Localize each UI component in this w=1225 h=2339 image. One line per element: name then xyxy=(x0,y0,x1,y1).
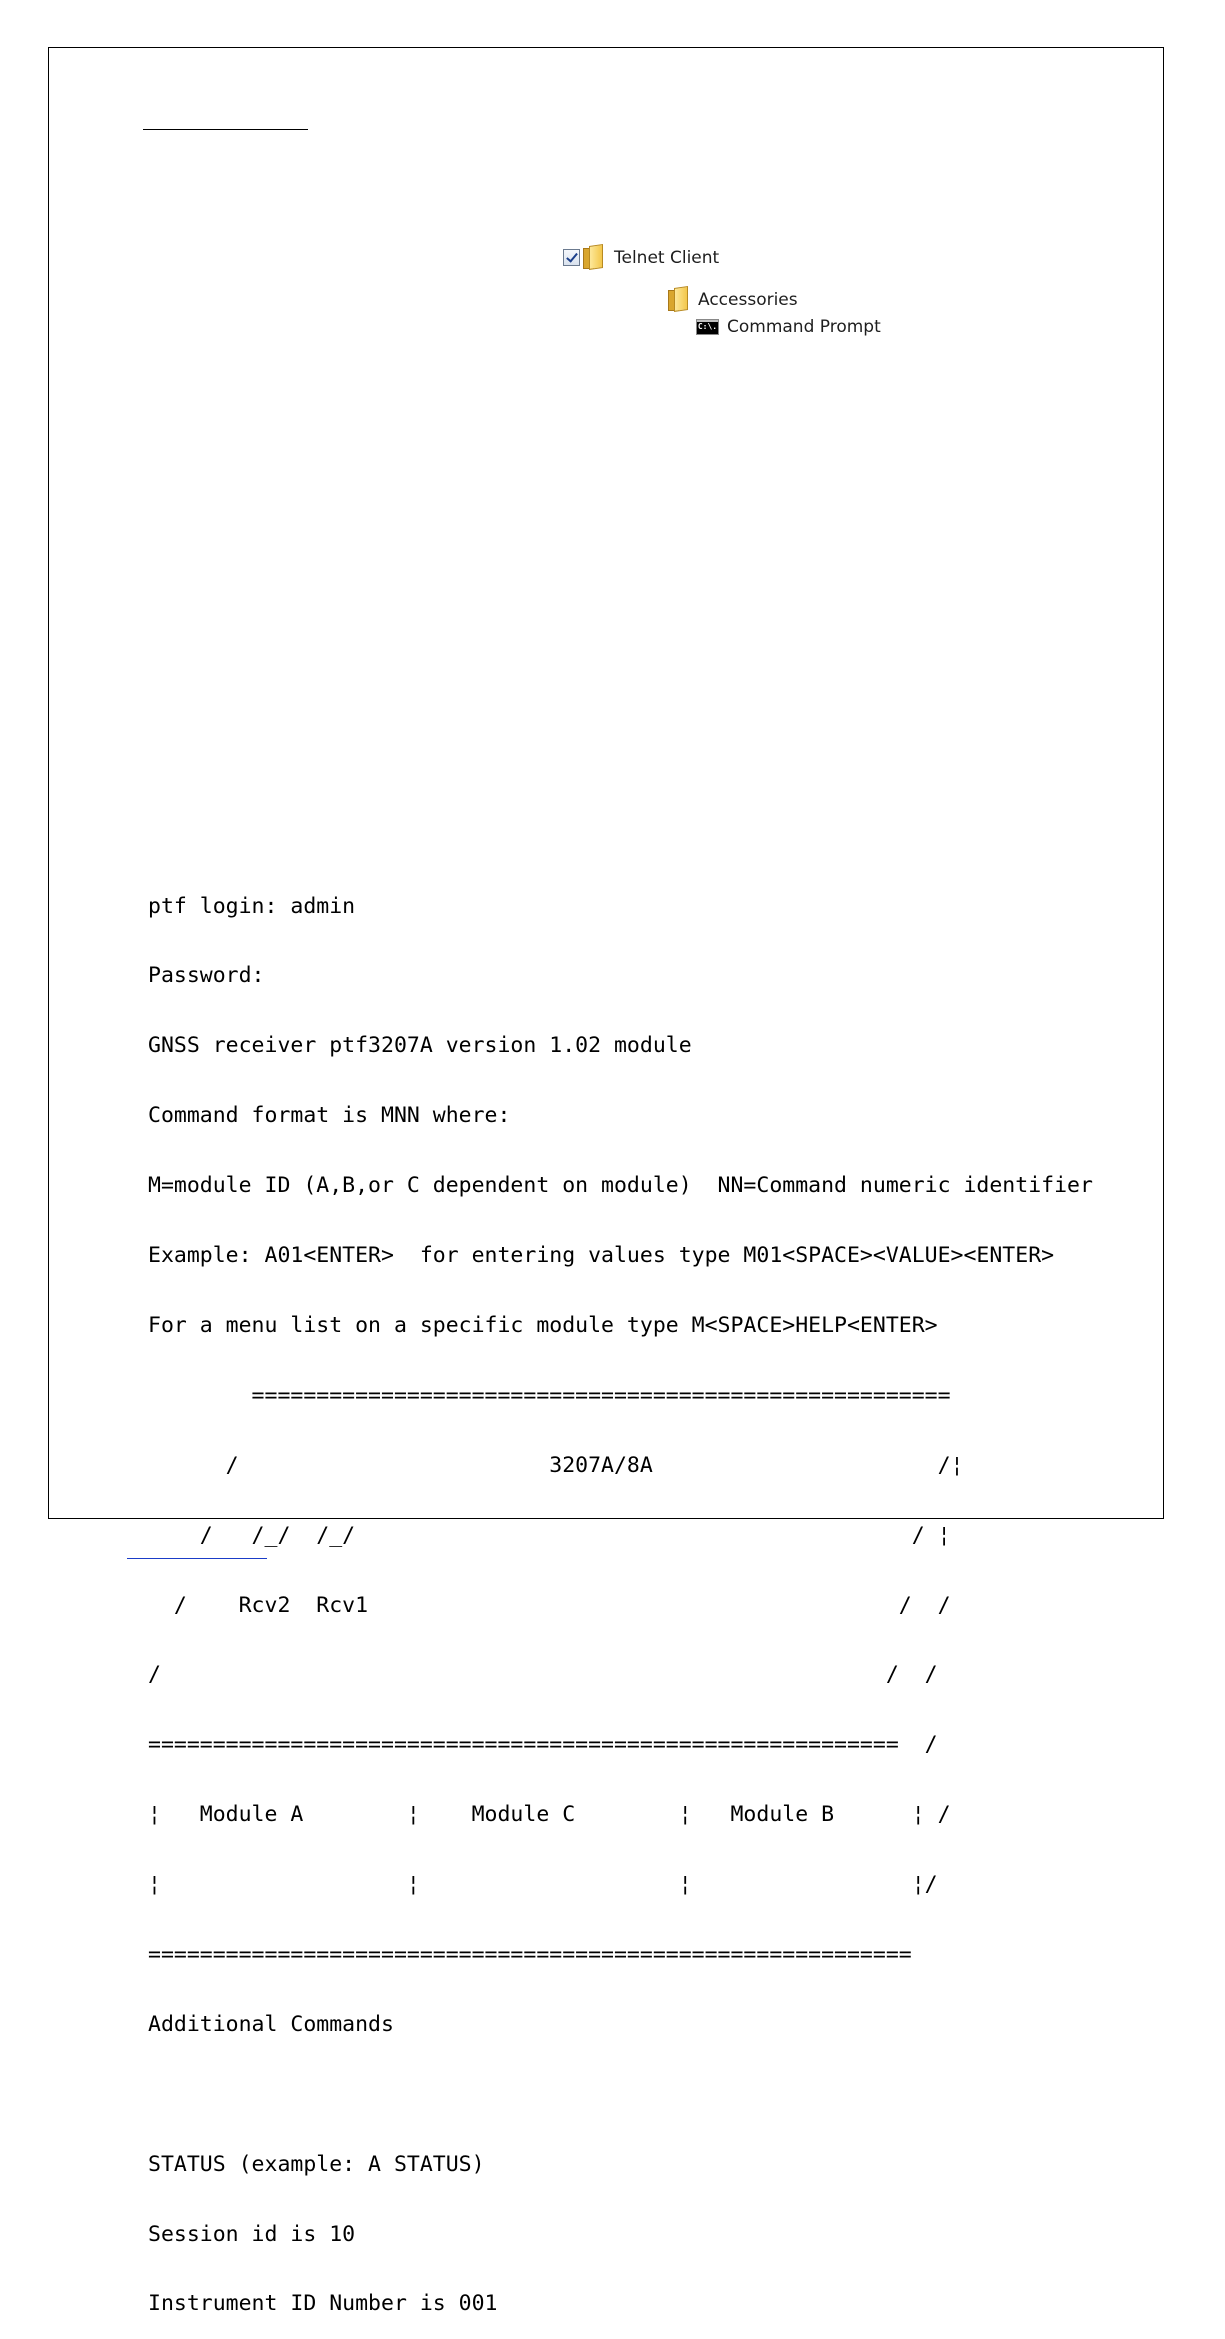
ascii-diagram-line: / /_/ /_/ / ¦ xyxy=(148,1522,951,1548)
command-prompt-icon: C:\. xyxy=(696,319,719,335)
terminal-line: Session id is 10 xyxy=(148,2221,356,2247)
terminal-line: For a menu list on a specific module type M<SPACE>HELP<ENTER> xyxy=(148,1312,938,1338)
terminal-line: Example: A01<ENTER> for entering values type M01<SPACE><VALUE><ENTER> xyxy=(148,1243,1055,1269)
telnet-terminal-output xyxy=(148,848,1093,2339)
terminal-line: Command format is MNN where: xyxy=(148,1103,511,1129)
ascii-diagram-line: / 3207A/8A /¦ xyxy=(148,1452,964,1478)
telnet-client-label[interactable]: Telnet Client xyxy=(614,248,720,268)
footer-link-underline xyxy=(127,1558,267,1559)
terminal-line xyxy=(148,2083,1093,2106)
folder-icon xyxy=(583,245,605,269)
terminal-line: ptf login: admin xyxy=(148,893,356,919)
terminal-line: Instrument ID Number is 001 xyxy=(148,2291,498,2317)
ascii-diagram-line: ¦ Module A ¦ Module C ¦ Module B ¦ / xyxy=(148,1802,951,1828)
ascii-diagram-line: ====================================================== xyxy=(148,1382,951,1408)
command-prompt-menu-item[interactable]: Command Prompt xyxy=(727,317,881,337)
terminal-line: M=module ID (A,B,or C dependent on module) NN=Command numeric identifier xyxy=(148,1173,1093,1199)
telnet-client-checkbox[interactable] xyxy=(563,249,580,266)
terminal-line: Password: xyxy=(148,963,265,989)
ascii-diagram-line: =========================================================== xyxy=(148,1941,912,1967)
folder-icon xyxy=(668,287,690,311)
heading-underline xyxy=(143,129,308,130)
ascii-diagram-line: / / / xyxy=(148,1662,938,1688)
terminal-line: STATUS (example: A STATUS) xyxy=(148,2151,485,2177)
terminal-line: GNSS receiver ptf3207A version 1.02 module xyxy=(148,1033,692,1059)
ascii-diagram-line: / Rcv2 Rcv1 / / xyxy=(148,1592,951,1618)
terminal-line: Additional Commands xyxy=(148,2011,394,2037)
ascii-diagram-line: ========================================================== / xyxy=(148,1732,938,1758)
ascii-diagram-line: ¦ ¦ ¦ ¦/ xyxy=(148,1872,938,1898)
accessories-menu-item[interactable]: Accessories xyxy=(698,290,798,310)
